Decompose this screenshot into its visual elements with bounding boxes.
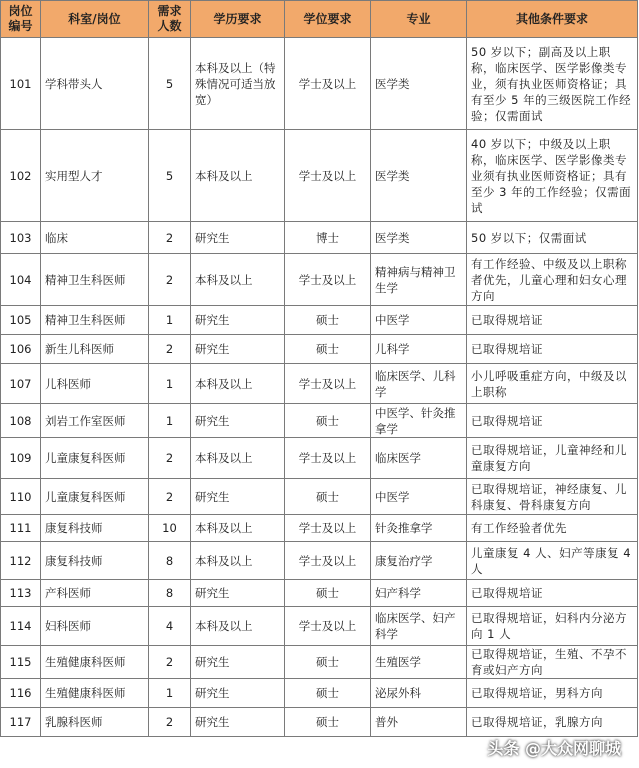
row-degree: 硕士 xyxy=(285,306,371,335)
table-row xyxy=(1,306,638,335)
header-id: 岗位编号 xyxy=(1,1,41,38)
row-edu: 本科及以上 xyxy=(191,254,285,306)
row-req: 已取得规培证，妇科内分泌方向 1 人 xyxy=(467,607,638,646)
row-edu: 本科及以上 xyxy=(191,515,285,542)
table-row xyxy=(1,438,638,479)
row-num: 2 xyxy=(149,254,191,306)
row-num: 2 xyxy=(149,335,191,364)
header-major: 专业 xyxy=(371,1,467,38)
row-edu: 本科及以上 xyxy=(191,130,285,222)
row-id: 113 xyxy=(1,580,41,607)
row-req: 已取得规培证 xyxy=(467,404,638,438)
row-num: 5 xyxy=(149,130,191,222)
row-id: 103 xyxy=(1,222,41,254)
row-req: 有工作经验者优先 xyxy=(467,515,638,542)
row-num: 8 xyxy=(149,580,191,607)
row-id: 107 xyxy=(1,364,41,404)
row-degree: 学士及以上 xyxy=(285,542,371,580)
row-req: 已取得规培证，男科方向 xyxy=(467,679,638,708)
row-id: 106 xyxy=(1,335,41,364)
row-id: 111 xyxy=(1,515,41,542)
row-degree: 硕士 xyxy=(285,335,371,364)
row-num: 2 xyxy=(149,708,191,737)
row-edu: 研究生 xyxy=(191,335,285,364)
row-id: 112 xyxy=(1,542,41,580)
header-dept: 科室/岗位 xyxy=(41,1,149,38)
row-degree: 学士及以上 xyxy=(285,364,371,404)
header-req: 其他条件要求 xyxy=(467,1,638,38)
row-req: 已取得规培证 xyxy=(467,306,638,335)
row-id: 102 xyxy=(1,130,41,222)
row-edu: 研究生 xyxy=(191,679,285,708)
table-row xyxy=(1,580,638,607)
row-num: 1 xyxy=(149,404,191,438)
row-major: 妇产科学 xyxy=(371,580,467,607)
row-edu: 本科及以上 xyxy=(191,438,285,479)
table-row xyxy=(1,38,638,130)
watermark: 头条 @大众网聊城 xyxy=(487,739,621,758)
row-degree: 硕士 xyxy=(285,708,371,737)
row-degree: 学士及以上 xyxy=(285,254,371,306)
row-dept: 刘岩工作室医师 xyxy=(41,404,149,438)
row-major: 康复治疗学 xyxy=(371,542,467,580)
row-edu: 本科及以上 xyxy=(191,607,285,646)
row-dept: 乳腺科医师 xyxy=(41,708,149,737)
row-id: 104 xyxy=(1,254,41,306)
row-id: 105 xyxy=(1,306,41,335)
row-id: 116 xyxy=(1,679,41,708)
row-edu: 研究生 xyxy=(191,646,285,679)
row-major: 医学类 xyxy=(371,130,467,222)
row-num: 2 xyxy=(149,646,191,679)
row-edu: 研究生 xyxy=(191,580,285,607)
row-dept: 生殖健康科医师 xyxy=(41,646,149,679)
row-degree: 学士及以上 xyxy=(285,130,371,222)
row-dept: 康复科技师 xyxy=(41,515,149,542)
row-num: 2 xyxy=(149,479,191,515)
row-major: 精神病与精神卫生学 xyxy=(371,254,467,306)
row-dept: 精神卫生科医师 xyxy=(41,254,149,306)
row-major: 临床医学、儿科学 xyxy=(371,364,467,404)
table-row xyxy=(1,479,638,515)
row-id: 101 xyxy=(1,38,41,130)
row-edu: 本科及以上（特殊情况可适当放宽） xyxy=(191,38,285,130)
row-id: 117 xyxy=(1,708,41,737)
table-row xyxy=(1,222,638,254)
table-body xyxy=(1,38,638,737)
row-req: 已取得规培证，生殖、不孕不育或妇产方向 xyxy=(467,646,638,679)
row-degree: 硕士 xyxy=(285,404,371,438)
row-req: 儿童康复 4 人、妇产等康复 4 人 xyxy=(467,542,638,580)
header-row xyxy=(1,1,638,38)
row-major: 医学类 xyxy=(371,222,467,254)
row-edu: 本科及以上 xyxy=(191,542,285,580)
table-row xyxy=(1,364,638,404)
table-row xyxy=(1,646,638,679)
row-degree: 学士及以上 xyxy=(285,438,371,479)
row-major: 中医学、针灸推拿学 xyxy=(371,404,467,438)
row-req: 40 岁以下；中级及以上职称，临床医学、医学影像类专业须有执业医师资格证；具有至少 3 年的工作经验；仅需面试 xyxy=(467,130,638,222)
table-row xyxy=(1,254,638,306)
row-major: 中医学 xyxy=(371,306,467,335)
row-dept: 儿科医师 xyxy=(41,364,149,404)
row-edu: 研究生 xyxy=(191,479,285,515)
row-req: 有工作经验、中级及以上职称者优先，儿童心理和妇女心理方向 xyxy=(467,254,638,306)
row-req: 已取得规培证，儿童神经和儿童康复方向 xyxy=(467,438,638,479)
row-num: 1 xyxy=(149,679,191,708)
row-dept: 临床 xyxy=(41,222,149,254)
row-id: 114 xyxy=(1,607,41,646)
row-dept: 儿童康复科医师 xyxy=(41,479,149,515)
row-degree: 博士 xyxy=(285,222,371,254)
row-degree: 硕士 xyxy=(285,580,371,607)
row-major: 临床医学、妇产科学 xyxy=(371,607,467,646)
row-dept: 妇科医师 xyxy=(41,607,149,646)
row-dept: 生殖健康科医师 xyxy=(41,679,149,708)
row-num: 2 xyxy=(149,438,191,479)
row-major: 生殖医学 xyxy=(371,646,467,679)
table-row xyxy=(1,404,638,438)
row-dept: 学科带头人 xyxy=(41,38,149,130)
row-degree: 硕士 xyxy=(285,646,371,679)
row-edu: 本科及以上 xyxy=(191,364,285,404)
row-edu: 研究生 xyxy=(191,306,285,335)
row-dept: 精神卫生科医师 xyxy=(41,306,149,335)
row-req: 已取得规培证 xyxy=(467,335,638,364)
row-major: 医学类 xyxy=(371,38,467,130)
row-id: 110 xyxy=(1,479,41,515)
row-req: 50 岁以下；副高及以上职称，临床医学、医学影像类专业，须有执业医师资格证；具有至少 5 年的三级医院工作经验；仅需面试 xyxy=(467,38,638,130)
row-dept: 康复科技师 xyxy=(41,542,149,580)
row-num: 1 xyxy=(149,364,191,404)
row-req: 50 岁以下；仅需面试 xyxy=(467,222,638,254)
row-degree: 学士及以上 xyxy=(285,515,371,542)
table-row xyxy=(1,708,638,737)
row-dept: 实用型人才 xyxy=(41,130,149,222)
table-row xyxy=(1,130,638,222)
row-num: 4 xyxy=(149,607,191,646)
row-num: 8 xyxy=(149,542,191,580)
row-num: 1 xyxy=(149,306,191,335)
row-edu: 研究生 xyxy=(191,222,285,254)
row-dept: 新生儿科医师 xyxy=(41,335,149,364)
row-edu: 研究生 xyxy=(191,404,285,438)
row-id: 115 xyxy=(1,646,41,679)
row-major: 泌尿外科 xyxy=(371,679,467,708)
row-num: 5 xyxy=(149,38,191,130)
row-degree: 学士及以上 xyxy=(285,607,371,646)
table-row xyxy=(1,679,638,708)
row-degree: 硕士 xyxy=(285,679,371,708)
table-row xyxy=(1,335,638,364)
row-major: 中医学 xyxy=(371,479,467,515)
row-req: 已取得规培证 xyxy=(467,580,638,607)
header-edu: 学历要求 xyxy=(191,1,285,38)
row-num: 2 xyxy=(149,222,191,254)
header-num: 需求人数 xyxy=(149,1,191,38)
row-major: 普外 xyxy=(371,708,467,737)
header-degree: 学位要求 xyxy=(285,1,371,38)
row-req: 小儿呼吸重症方向，中级及以上职称 xyxy=(467,364,638,404)
row-req: 已取得规培证，神经康复、儿科康复、骨科康复方向 xyxy=(467,479,638,515)
table-row xyxy=(1,607,638,646)
row-major: 临床医学 xyxy=(371,438,467,479)
row-degree: 学士及以上 xyxy=(285,38,371,130)
row-edu: 研究生 xyxy=(191,708,285,737)
table-row xyxy=(1,515,638,542)
row-major: 儿科学 xyxy=(371,335,467,364)
row-num: 10 xyxy=(149,515,191,542)
row-id: 108 xyxy=(1,404,41,438)
row-degree: 硕士 xyxy=(285,479,371,515)
row-major: 针灸推拿学 xyxy=(371,515,467,542)
row-dept: 儿童康复科医师 xyxy=(41,438,149,479)
row-req: 已取得规培证，乳腺方向 xyxy=(467,708,638,737)
table-row xyxy=(1,542,638,580)
row-id: 109 xyxy=(1,438,41,479)
row-dept: 产科医师 xyxy=(41,580,149,607)
